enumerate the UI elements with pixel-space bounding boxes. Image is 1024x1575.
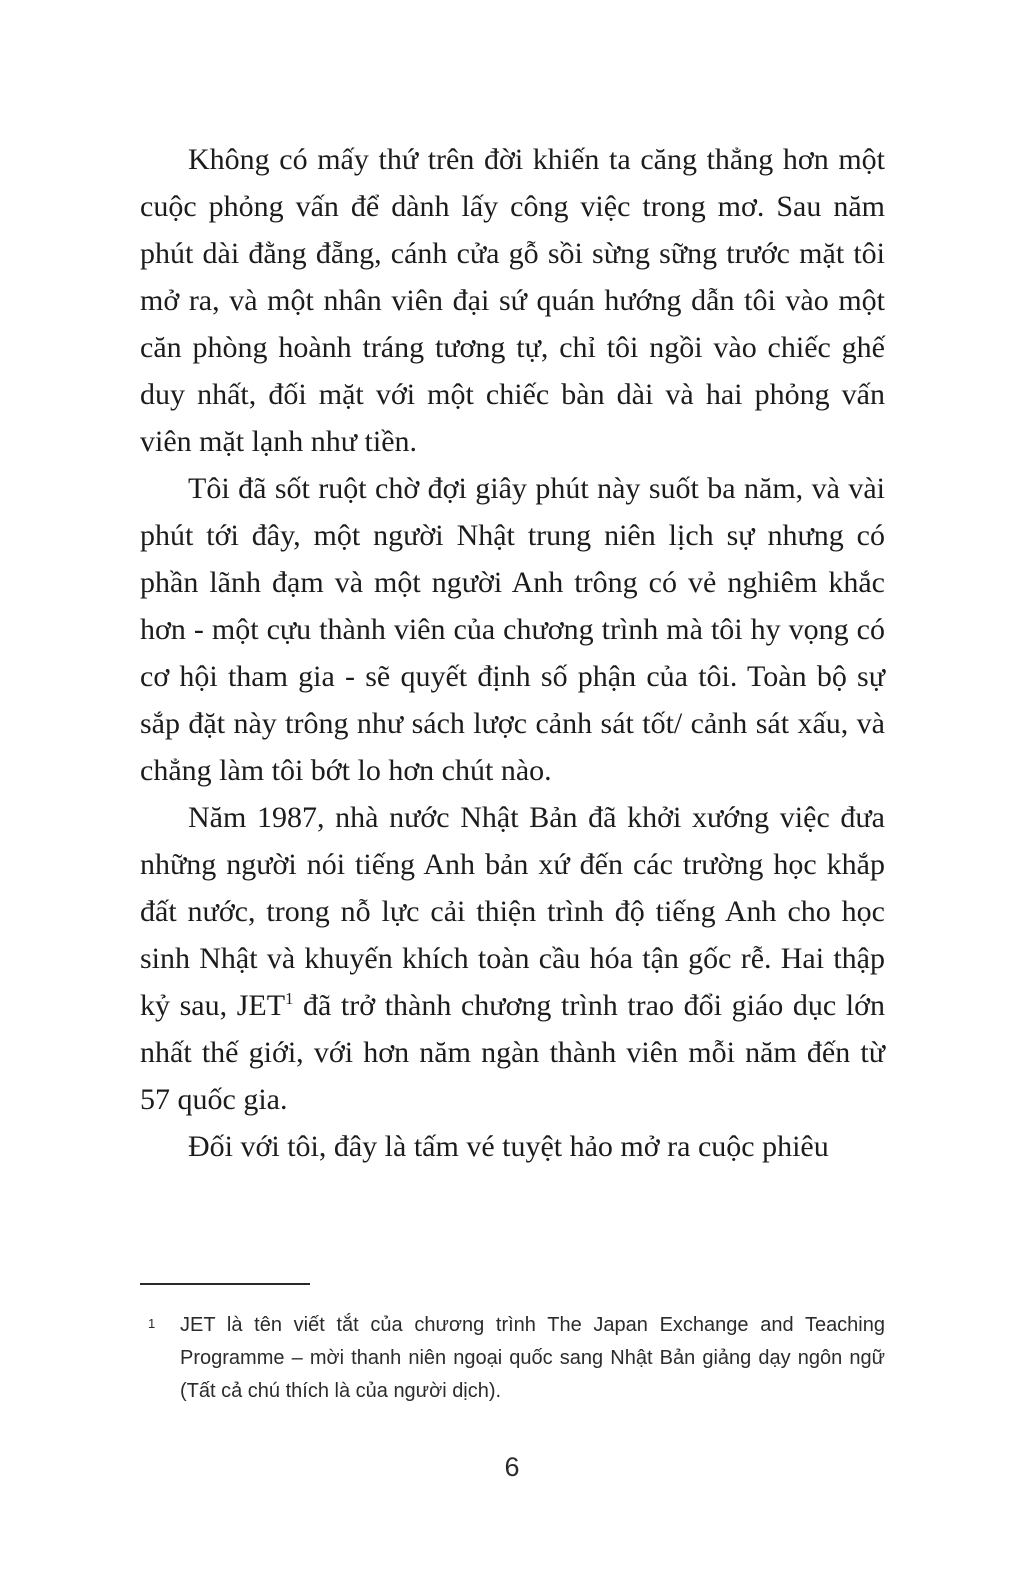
paragraph-3-text: Năm 1987, nhà nước Nhật Bản đã khởi xướng việc đưa những người nói tiếng Anh bản xứ đến các trường học khắp đất nước, trong nỗ lực cải thiện trình độ tiếng Anh cho học sinh Nhật và khuyến khích toàn cầu hóa tận gốc rễ. Hai thập kỷ sau, JET (140, 801, 885, 1022)
footnote (140, 1309, 885, 1408)
paragraph-4: Đối với tôi, đây là tấm vé tuyệt hảo mở ra cuộc phiêu (188, 1130, 829, 1163)
paragraph-3-text-continued: đã trở thành chương trình trao đổi giáo dục lớn nhất thế giới, với hơn năm ngàn thành viên mỗi năm đến từ 57 quốc gia. (140, 989, 885, 1116)
page-number: 6 (504, 1452, 520, 1482)
paragraph-1: Không có mấy thứ trên đời khiến ta căng thẳng hơn một cuộc phỏng vấn để dành lấy công việc trong mơ. Sau năm phút dài đằng đẵng, cánh cửa gỗ sồi sừng sững trước mặt tôi mở ra, và một nhân viên đại sứ quán hướng dẫn tôi vào một căn phòng hoành tráng tương tự, chỉ tôi ngồi vào chiếc ghế duy nhất, đối mặt với một chiếc bàn dài và hai phỏng vấn viên mặt lạnh như tiền. (140, 143, 885, 458)
body-text (140, 136, 885, 1170)
footnote-reference: 1 (285, 989, 294, 1008)
footnote-divider (140, 1283, 310, 1285)
paragraph-3 (140, 794, 885, 1123)
footnote-marker: 1 (148, 1316, 156, 1331)
footnote-area (140, 1283, 885, 1408)
footnote-text: JET là tên viết tắt của chương trình The Japan Exchange and Teaching Programme – mời thanh niên ngoại quốc sang Nhật Bản giảng dạy ngôn ngữ (Tất cả chú thích là của người dịch). (180, 1314, 885, 1402)
paragraph-2: Tôi đã sốt ruột chờ đợi giây phút này suốt ba năm, và vài phút tới đây, một người Nhật trung niên lịch sự nhưng có phần lãnh đạm và một người Anh trông có vẻ nghiêm khắc hơn - một cựu thành viên của chương trình mà tôi hy vọng có cơ hội tham gia - sẽ quyết định số phận của tôi. Toàn bộ sự sắp đặt này trông như sách lược cảnh sát tốt/ cảnh sát xấu, và chẳng làm tôi bớt lo hơn chút nào. (140, 472, 885, 787)
